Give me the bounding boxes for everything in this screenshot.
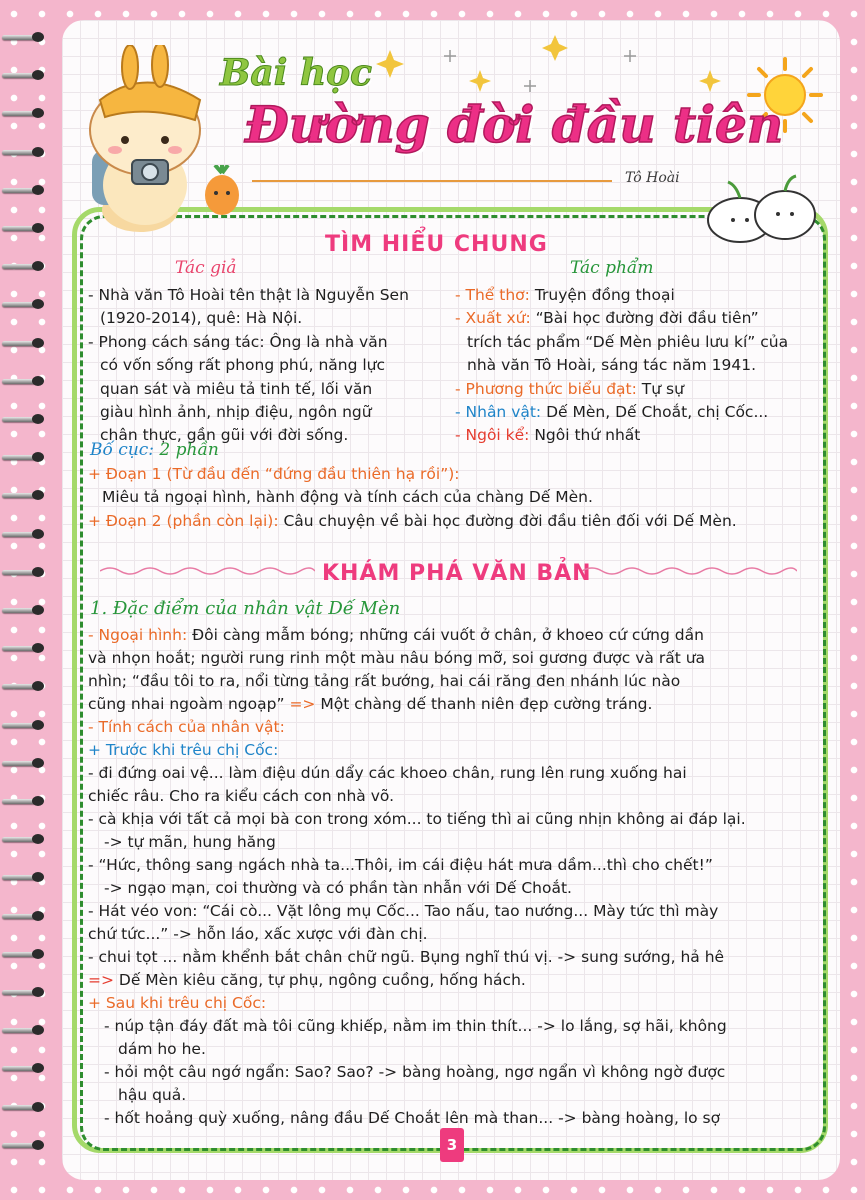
part2-line: + Đoạn 2 (phần còn lại): Câu chuyện về bài học đường đời đầu tiên đối với Dế Mèn.: [88, 511, 737, 530]
author-line: - Phong cách sáng tác: Ông là nhà văn: [88, 332, 388, 351]
analysis-block: [88, 624, 746, 1130]
cloud-mascots-illustration: [700, 170, 820, 250]
heart-divider-left: [100, 565, 315, 577]
work-line: - Thể thơ: Truyện đồng thoại: [455, 286, 675, 304]
title-small: Bài học: [220, 52, 373, 94]
author-line: chân thực, gần gũi với đời sống.: [100, 426, 349, 445]
spiral-ring: [2, 374, 46, 388]
heart-divider-right: [582, 565, 797, 577]
work-line: nhà văn Tô Hoài, sáng tác năm 1941.: [467, 356, 757, 375]
sparkle-stars-decoration: [370, 30, 740, 100]
analysis-line: - đi đứng oai vệ... làm điệu dún dẩy các khoeo chân, rung lên rung xuống hai: [88, 764, 687, 782]
spiral-ring: [2, 603, 46, 617]
spiral-ring: [2, 297, 46, 311]
spiral-ring: [2, 527, 46, 541]
analysis-line: - núp tận đáy đất mà tôi cũng khiếp, nằm im thin thít... -> lo lắng, sợ hãi, không: [104, 1017, 727, 1035]
structure-block: [88, 463, 737, 533]
subheading-work: Tác phẩm: [570, 258, 654, 278]
spiral-ring: [2, 679, 46, 693]
spiral-ring: [2, 985, 46, 999]
spiral-ring: [2, 106, 46, 120]
spiral-ring: [2, 641, 46, 655]
spiral-ring: [2, 145, 46, 159]
analysis-line: - hốt hoảng quỳ xuống, nâng đầu Dế Choắt lên mà than... -> bàng hoàng, lo sợ: [104, 1109, 721, 1127]
spiral-ring: [2, 909, 46, 923]
work-line: - Ngôi kể: Ngôi thứ nhất: [455, 426, 641, 445]
analysis-line: hậu quả.: [118, 1086, 187, 1104]
analysis-line: cũng nhai ngoàm ngoạp” => Một chàng dế thanh niên đẹp cường tráng.: [88, 695, 653, 713]
spiral-ring: [2, 1100, 46, 1114]
spiral-ring: [2, 412, 46, 426]
section-heading-explore: KHÁM PHÁ VĂN BẢN: [322, 561, 592, 586]
work-line: - Xuất xứ: “Bài học đường đời đầu tiên”: [455, 309, 759, 328]
before-label: + Trước khi trêu chị Cốc:: [88, 741, 279, 759]
author-line: có vốn sống rất phong phú, năng lực: [100, 356, 386, 375]
analysis-line: => Dế Mèn kiêu căng, tự phụ, ngông cuồng, hống hách.: [88, 971, 526, 989]
author-line: giàu hình ảnh, nhịp điệu, ngôn ngữ: [100, 403, 372, 422]
analysis-line: dám ho he.: [118, 1040, 206, 1058]
spiral-ring: [2, 1061, 46, 1075]
author-name: Tô Hoài: [625, 170, 680, 186]
work-line: - Phương thức biểu đạt: Tự sự: [455, 379, 684, 398]
analysis-line: - Hát véo von: “Cái cò... Vặt lông mụ Cốc... Tao nấu, tao nướng... Mày tức thì mày: [88, 902, 719, 920]
author-line: - Nhà văn Tô Hoài tên thật là Nguyễn Sen: [88, 286, 409, 304]
spiral-ring: [2, 718, 46, 732]
author-line: quan sát và miêu tả tinh tế, lối văn: [100, 379, 373, 398]
spiral-ring: [2, 947, 46, 961]
author-info-block: [88, 284, 409, 448]
analysis-line: chứ tức...” -> hỗn láo, xấc xược với đàn chị.: [88, 925, 428, 943]
spiral-ring: [2, 794, 46, 808]
spiral-ring: [2, 221, 46, 235]
spiral-ring: [2, 565, 46, 579]
analysis-line: -> tự mãn, hung hăng: [104, 833, 276, 851]
section-heading-general: TÌM HIỂU CHUNG: [325, 232, 548, 257]
spiral-ring: [2, 336, 46, 350]
analysis-line: nhìn; “đầu tôi to ra, nổi từng tảng rất bướng, hai cái răng đen nhánh lúc nào: [88, 672, 681, 690]
part1-text: Miêu tả ngoại hình, hành động và tính cách của chàng Dế Mèn.: [102, 488, 593, 507]
spiral-ring: [2, 1138, 46, 1152]
after-label: + Sau khi trêu chị Cốc:: [88, 994, 267, 1012]
analysis-line: chiếc râu. Cho ra kiểu cách con nhà võ.: [88, 787, 395, 805]
spiral-ring: [2, 183, 46, 197]
work-info-block: [455, 284, 788, 448]
structure-label: Bố cục: 2 phần: [90, 440, 219, 460]
page-title: Đường đời đầu tiên: [245, 95, 784, 154]
subheading-author: Tác giả: [175, 258, 237, 278]
carrot-icon: [200, 165, 245, 225]
subheading-character-traits: 1. Đặc điểm của nhân vật Dế Mèn: [90, 598, 401, 619]
analysis-line: - chui tọt ... nằm khểnh bắt chân chữ ngũ. Bụng nghĩ thú vị. -> sung sướng, hả hê: [88, 948, 725, 966]
spiral-ring: [2, 488, 46, 502]
author-divider: [252, 180, 612, 182]
work-line: trích tác phẩm “Dế Mèn phiêu lưu kí” của: [467, 332, 789, 351]
analysis-line: và nhọn hoắt; người rung rinh một màu nâu bóng mỡ, soi gương được và rất ưa: [88, 649, 706, 667]
spiral-ring: [2, 870, 46, 884]
spiral-ring: [2, 832, 46, 846]
spiral-ring: [2, 68, 46, 82]
part1-label: + Đoạn 1 (Từ đầu đến “đứng đầu thiên hạ rồi”):: [88, 465, 460, 483]
personality-label: - Tính cách của nhân vật:: [88, 718, 285, 736]
analysis-line: - cà khịa với tất cả mọi bà con trong xóm... to tiếng thì ai cũng nhịn không ai đáp lại.: [88, 810, 746, 828]
spiral-ring: [2, 450, 46, 464]
analysis-line: - Ngoại hình: Đôi càng mẫm bóng; những cái vuốt ở chân, ở khoeo cứ cứng dần: [88, 626, 704, 644]
analysis-line: - “Hức, thông sang ngách nhà ta...Thôi, im cái điệu hát mưa dầm...thì cho chết!”: [88, 856, 713, 874]
work-line: - Nhân vật: Dế Mèn, Dế Choắt, chị Cốc...: [455, 403, 769, 422]
page-number: 3: [440, 1128, 464, 1162]
spiral-ring: [2, 1023, 46, 1037]
spiral-binding: [0, 30, 48, 1180]
spiral-ring: [2, 756, 46, 770]
spiral-ring: [2, 259, 46, 273]
analysis-line: - hỏi một câu ngớ ngẩn: Sao? Sao? -> bàng hoàng, ngơ ngẩn vì không ngờ được: [104, 1063, 726, 1081]
analysis-line: -> ngạo mạn, coi thường và có phần tàn nhẫn với Dế Choắt.: [104, 879, 572, 897]
author-line: (1920-2014), quê: Hà Nội.: [100, 309, 303, 328]
spiral-ring: [2, 30, 46, 44]
